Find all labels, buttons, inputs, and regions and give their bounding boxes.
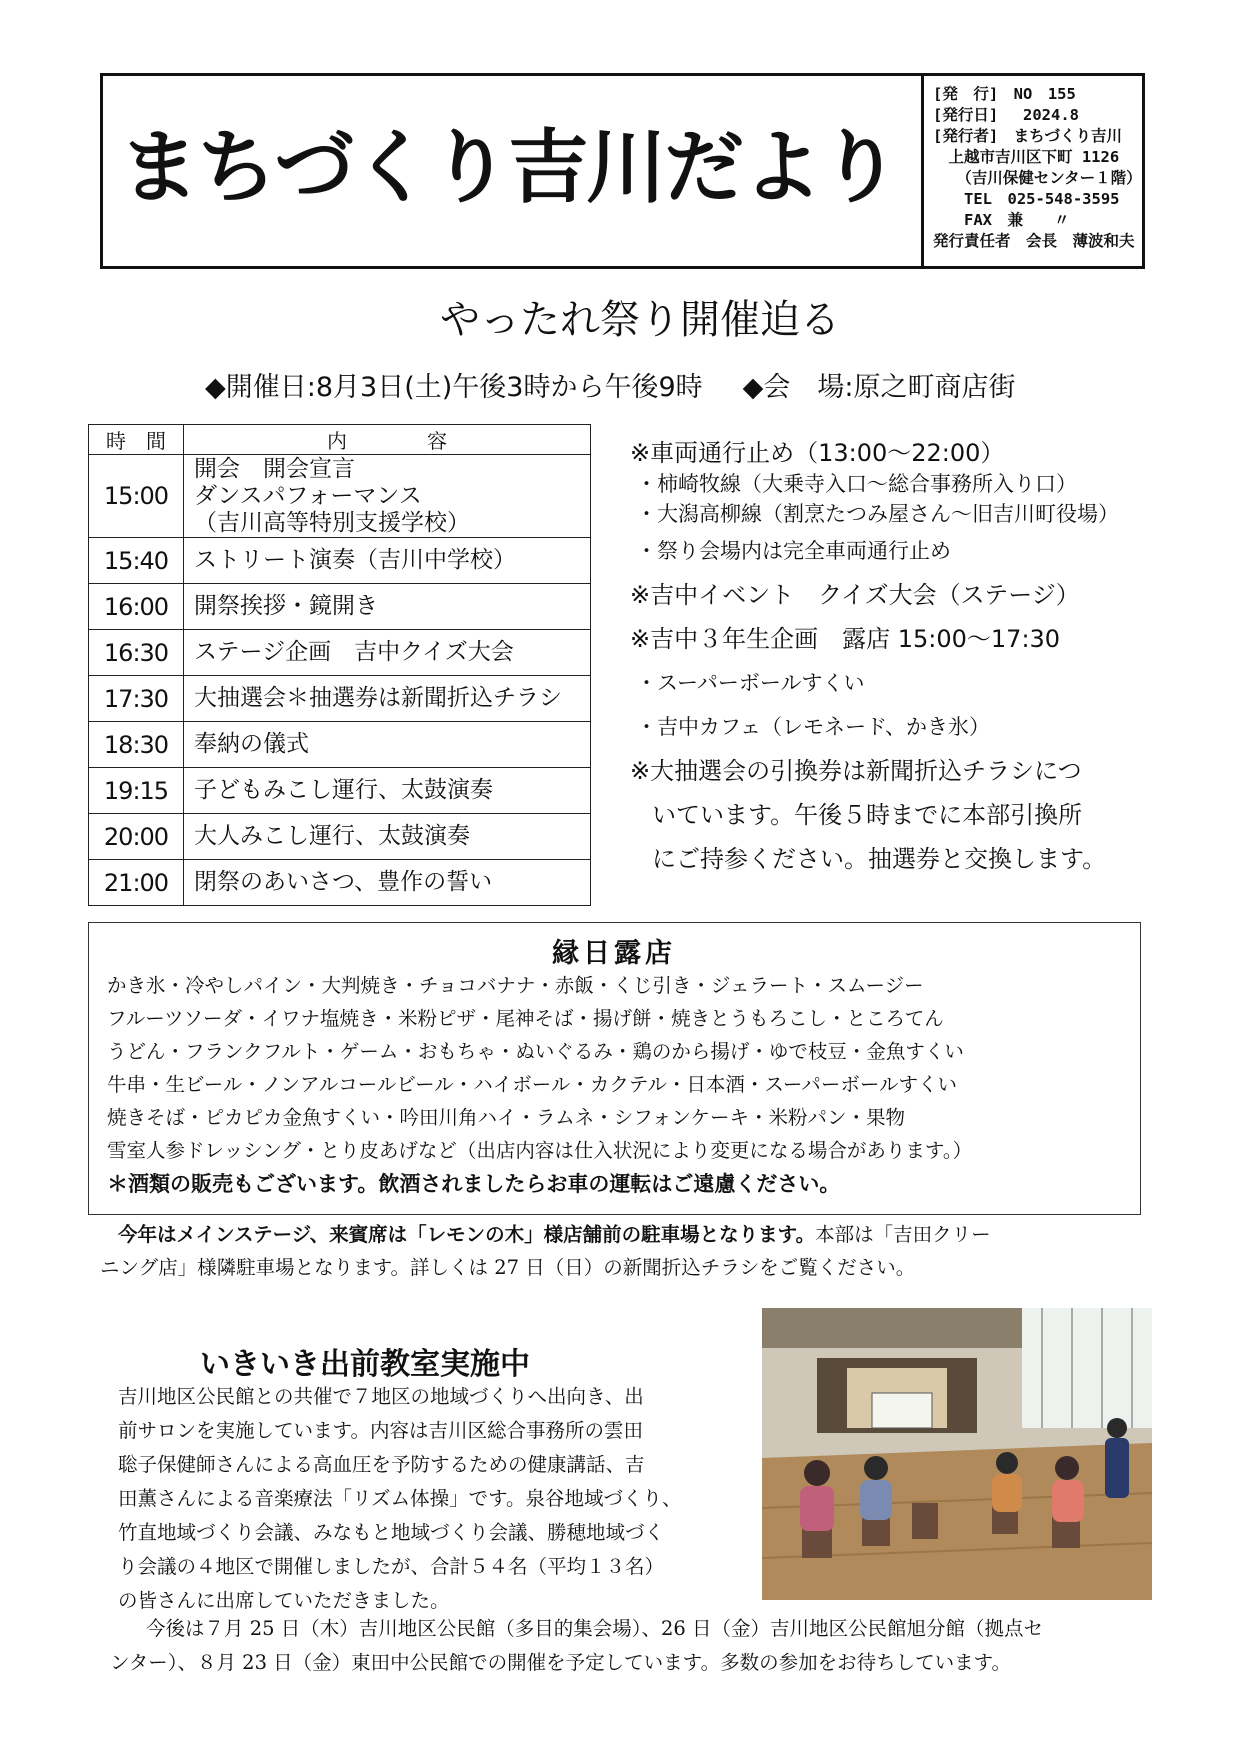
schedule-table [88,424,591,906]
stalls-line: 雪室人参ドレッシング・とり皮あげなど（出店内容は仕入状況により変更になる場合があります。） [107,1139,973,1162]
content-line: （吉川高等特別支援学校） [194,509,470,536]
lottery-note: いています。午後５時までに本部引換所 [652,801,1083,829]
masthead [100,73,1145,269]
schedule-content: 奉納の儀式 [184,722,591,768]
classroom-line: 前サロンを実施しています。内容は吉川区総合事務所の雲田 [118,1419,643,1442]
schedule-row [89,455,591,538]
stalls-line: かき氷・冷やしパイン・大判焼き・チョコバナナ・赤飯・くじ引き・ジェラート・スムージー [107,974,924,997]
photo-illustration [762,1308,1152,1600]
classroom-line: 竹直地域づくり会議、みなもと地域づくり会議、勝穂地域づく [118,1521,665,1544]
schedule-row [89,768,591,814]
schedule-content: ストリート演奏（吉川中学校） [184,538,591,584]
school-event-item: ・スーパーボールすくい [636,671,865,695]
schedule-content: 子どもみこし運行、太鼓演奏 [184,768,591,814]
publisher-line: 上越市吉川区下町 1126 [933,148,1120,166]
schedule-content: ステージ企画 吉中クイズ大会 [184,630,591,676]
schedule-time: 20:00 [89,814,184,860]
stalls-line: 牛串・生ビール・ノンアルコールビール・ハイボール・カクテル・日本酒・スーパーボールすくい [107,1073,958,1096]
venue-paragraph [100,1218,1178,1284]
venue-bold-text: 今年はメインステージ、来賓席は「レモンの木」様店舗前の駐車場となります。 [118,1223,816,1246]
venue-text: 本部は「吉田クリー [815,1223,991,1246]
classroom-line: の皆さんに出席していただきました。 [118,1589,450,1612]
event-date: ◆開催日:8月3日(土)午後3時から午後9時 [205,372,703,403]
event-info [205,368,1016,408]
traffic-route: ・柿崎牧線（大乗寺入口～総合事務所入り口） [636,472,1077,496]
publisher-line: FAX 兼 〃 [933,211,1070,229]
schedule-time: 19:15 [89,768,184,814]
schedule-row [89,630,591,676]
schedule-content: 大人みこし運行、太鼓演奏 [184,814,591,860]
schedule-time: 15:00 [89,455,184,538]
schedule-row [89,584,591,630]
content-line: 開会 開会宣言 [194,455,355,482]
lottery-note: ※大抽選会の引換券は新聞折込チラシにつ [630,757,1082,785]
publisher-line: （吉川保健センター１階） [933,169,1142,187]
future-line: ンター）、８月 23 日（金）東田中公民館での開催を予定しています。多数の参加をお待ちしています。 [110,1651,1012,1674]
schedule-time: 21:00 [89,860,184,906]
school-event-item: ・吉中カフェ（レモネード、かき氷） [636,715,991,739]
stalls-line: フルーツソーダ・イワナ塩焼き・米粉ピザ・尾神そば・揚げ餅・焼きとうもろこし・ところてん [107,1007,944,1030]
stalls-box [88,922,1141,1215]
schedule-header-row [89,425,591,455]
traffic-note: ※車両通行止め（13:00～22:00） [630,439,1005,467]
future-schedule-paragraph [110,1612,1178,1680]
publisher-line: TEL 025-548-3595 [933,190,1120,208]
classroom-line: 聡子保健師さんによる高血圧を予防するための健康講話、吉 [118,1453,645,1476]
schedule-content: 大抽選会＊抽選券は新聞折込チラシ [184,676,591,722]
traffic-route: ・祭り会場内は完全車両通行止め [636,539,951,563]
schedule-content: 閉祭のあいさつ、豊作の誓い [184,860,591,906]
schedule-time: 15:40 [89,538,184,584]
schedule-time: 16:00 [89,584,184,630]
schedule-content [184,455,591,538]
venue-line [118,1218,1178,1251]
classroom-title: いきいき出前教室実施中 [200,1347,530,1382]
school-event-note: ※吉中３年生企画 露店 15:00～17:30 [630,625,1061,653]
masthead-divider [921,76,924,266]
publisher-info [933,84,1143,252]
stalls-title: 縁日露店 [552,938,676,969]
future-line: 今後は７月 25 日（木）吉川地区公民館（多目的集会場）、26 日（金）吉川地区公民館旭分館（拠点セ [146,1617,1043,1640]
traffic-route: ・大潟高柳線（割烹たつみ屋さん～旧吉川町役場） [636,502,1119,526]
newsletter-title: まちづくり吉川だより [119,121,899,214]
header-time: 時 間 [89,425,184,455]
header-content: 内 容 [184,425,591,455]
alcohol-warning: ＊酒類の販売もございます。飲酒されましたらお車の運転はご遠慮ください。 [107,1172,841,1196]
schedule-time: 16:30 [89,630,184,676]
classroom-line: 吉川地区公民館との共催で７地区の地域づくりへ出向き、出 [118,1385,644,1408]
content-line: ダンスパフォーマンス [194,482,422,509]
stalls-line: うどん・フランクフルト・ゲーム・おもちゃ・ぬいぐるみ・鶏のから揚げ・ゆで枝豆・金魚すくい [107,1040,964,1063]
schedule-row [89,722,591,768]
publisher-line: 発行責任者 会長 薄波和夫 [933,232,1135,250]
publisher-line: [発 行] NO 155 [933,85,1076,103]
stalls-line: 焼きそば・ピカピカ金魚すくい・吟田川角ハイ・ラムネ・シフォンケーキ・米粉パン・果物 [107,1106,905,1129]
stalls-list [107,969,1137,1167]
publisher-line: [発行日] 2024.8 [933,106,1079,124]
event-venue: ◆会 場:原之町商店街 [742,372,1016,403]
schedule-content: 開祭挨拶・鏡開き [184,584,591,630]
classroom-line: り会議の４地区で開催しましたが、合計５４名（平均１３名） [118,1555,665,1578]
school-event-note: ※吉中イベント クイズ大会（ステージ） [630,581,1080,609]
venue-line: ニング店」様隣駐車場となります。詳しくは 27 日（日）の新聞折込チラシをご覧ください。 [100,1256,916,1279]
lottery-note: にご持参ください。抽選券と交換します。 [652,845,1107,873]
schedule-time: 17:30 [89,676,184,722]
classroom-body [118,1380,748,1618]
schedule-row [89,814,591,860]
classroom-line: 田薫さんによる音楽療法「リズム体操」です。泉谷地域づくり、 [118,1487,682,1510]
schedule-row [89,860,591,906]
schedule-row [89,676,591,722]
event-notes [630,438,1190,881]
classroom-photo [762,1308,1152,1600]
schedule-time: 18:30 [89,722,184,768]
schedule-row [89,538,591,584]
publisher-line: [発行者] まちづくり吉川 [933,127,1123,145]
headline: やったれ祭り開催迫る [440,297,840,343]
